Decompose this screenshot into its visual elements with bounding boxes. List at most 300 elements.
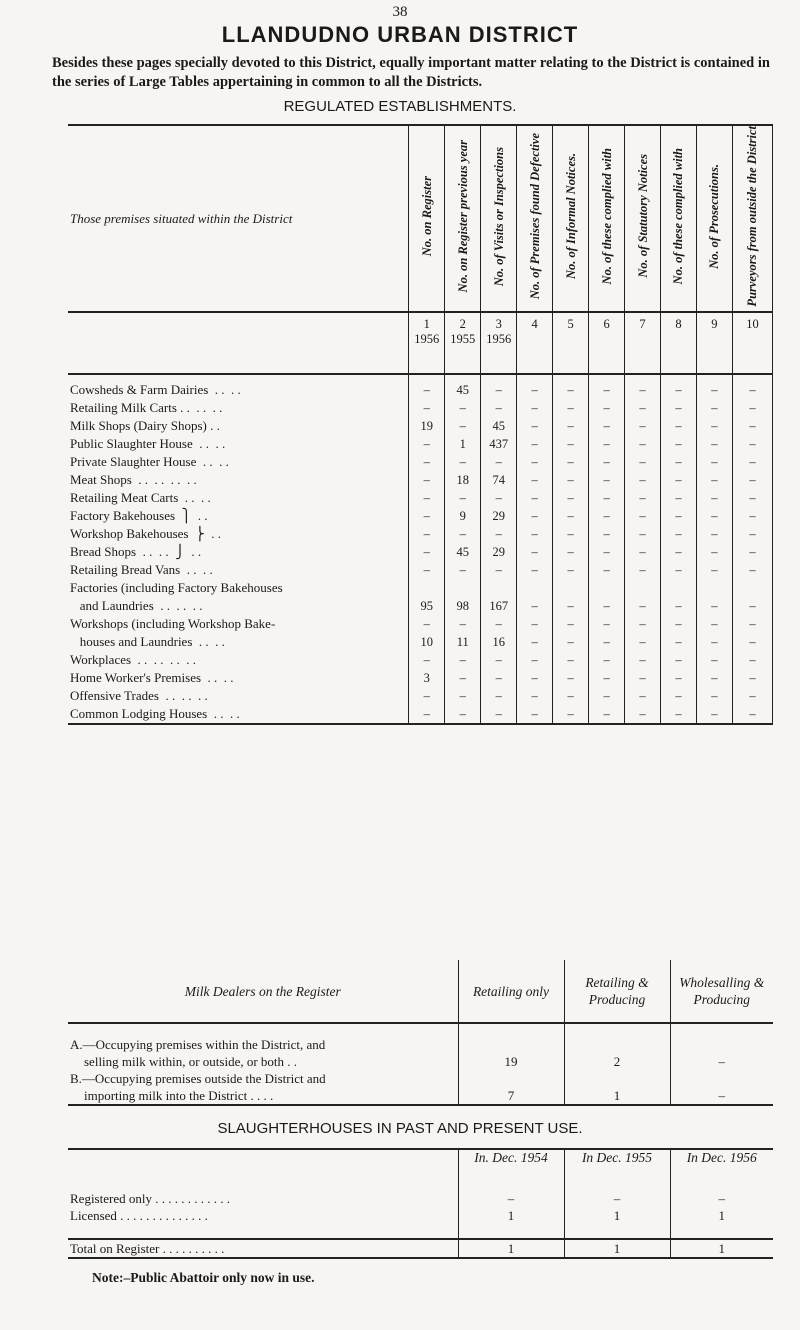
table-row	[68, 615, 773, 633]
table-cell: –	[696, 525, 732, 543]
table-cell: –	[625, 561, 661, 579]
table-cell: –	[661, 543, 697, 561]
table-cell: –	[553, 435, 589, 453]
column-header-9	[696, 126, 732, 312]
table-cell: –	[517, 597, 553, 615]
table-cell: 1	[445, 435, 481, 453]
table-cell: –	[732, 453, 772, 471]
table-row	[68, 579, 773, 597]
table-cell: –	[409, 615, 445, 633]
table-cell: –	[589, 489, 625, 507]
slaughter-licensed-1956: 1	[670, 1207, 773, 1239]
slaughter-col-1954: In. Dec. 1954	[458, 1149, 564, 1176]
slaughter-col-1956: In Dec. 1956	[670, 1149, 773, 1176]
table-cell: –	[517, 453, 553, 471]
column-number-10	[732, 312, 772, 374]
column-number-8	[661, 312, 697, 374]
table-cell: –	[517, 417, 553, 435]
table-cell: –	[553, 374, 589, 399]
table-cell	[589, 579, 625, 597]
column-header-5	[553, 126, 589, 312]
column-header-text: No. on Register	[419, 176, 434, 257]
table-cell: 18	[445, 471, 481, 489]
table-cell: –	[481, 489, 517, 507]
row-label: Offensive Trades . . . . . .	[68, 687, 409, 705]
table-cell: –	[696, 615, 732, 633]
table-cell: –	[481, 525, 517, 543]
table-cell: –	[409, 507, 445, 525]
table-cell: –	[553, 471, 589, 489]
table-cell: –	[445, 687, 481, 705]
slaughter-licensed-label: Licensed . . . . . . . . . . . . . .	[70, 1208, 208, 1223]
column-header-4	[517, 126, 553, 312]
table-cell: –	[589, 374, 625, 399]
table-cell: 19	[409, 417, 445, 435]
table-cell: –	[732, 597, 772, 615]
table-cell: –	[625, 399, 661, 417]
page-number: 38	[392, 4, 408, 20]
row-label: Retailing Meat Carts . . . .	[68, 489, 409, 507]
table-cell	[481, 579, 517, 597]
row-label: Public Slaughter House . . . .	[68, 435, 409, 453]
table-cell: –	[661, 471, 697, 489]
column-number-5	[553, 312, 589, 374]
table-cell: –	[696, 374, 732, 399]
table-cell: –	[625, 525, 661, 543]
table-cell: –	[553, 399, 589, 417]
regulated-establishments-table	[68, 124, 773, 725]
milk-a-line1: A.—Occupying premises within the District, and	[70, 1037, 326, 1052]
table-cell: –	[732, 561, 772, 579]
table-cell	[409, 579, 445, 597]
table-cell: –	[553, 705, 589, 724]
table-cell: 29	[481, 507, 517, 525]
table-cell: –	[553, 669, 589, 687]
slaughter-registered-1956: –	[670, 1176, 773, 1207]
table-cell: 95	[409, 597, 445, 615]
table-cell: –	[661, 615, 697, 633]
row-label: Retailing Bread Vans . . . .	[68, 561, 409, 579]
column-header-2	[445, 126, 481, 312]
table-row	[68, 687, 773, 705]
slaughterhouses-table	[68, 1148, 773, 1259]
table-cell: –	[517, 669, 553, 687]
table-cell: 437	[481, 435, 517, 453]
row-label: Workshop Bakehouses ⎬ . .	[68, 525, 409, 543]
table-cell: –	[445, 417, 481, 435]
table-cell: –	[589, 597, 625, 615]
table-cell: 45	[481, 417, 517, 435]
table-row	[68, 633, 773, 651]
slaughter-total-label: Total on Register . . . . . . . . . .	[68, 1239, 458, 1258]
column-header-text: No. of Informal Notices.	[563, 153, 578, 280]
column-header-text: No. of Prosecutions.	[707, 163, 722, 269]
table-cell: –	[732, 633, 772, 651]
table-cell	[696, 579, 732, 597]
row-label: Private Slaughter House . . . .	[68, 453, 409, 471]
row-label: Cowsheds & Farm Dairies . . . .	[68, 374, 409, 399]
table-cell: –	[481, 615, 517, 633]
column-index: 5	[567, 316, 574, 331]
table-cell: –	[445, 615, 481, 633]
column-index: 10	[746, 316, 759, 331]
slaughter-total-1955: 1	[564, 1239, 670, 1258]
table-cell: –	[732, 507, 772, 525]
table-cell: –	[625, 669, 661, 687]
table-cell: –	[517, 561, 553, 579]
table-cell: 29	[481, 543, 517, 561]
table-cell: –	[732, 705, 772, 724]
column-header-7	[625, 126, 661, 312]
table-cell: –	[589, 633, 625, 651]
table-cell: –	[589, 705, 625, 724]
row-label: Meat Shops . . . . . . . .	[68, 471, 409, 489]
table-cell: –	[625, 633, 661, 651]
table-cell: –	[625, 597, 661, 615]
table-cell: –	[661, 399, 697, 417]
table-cell: –	[661, 489, 697, 507]
column-index: 9	[711, 316, 718, 331]
column-number-4	[517, 312, 553, 374]
table-cell: –	[445, 399, 481, 417]
table-cell: –	[732, 399, 772, 417]
table-cell: –	[481, 687, 517, 705]
table-cell: –	[589, 417, 625, 435]
table-cell: –	[625, 489, 661, 507]
table-cell: –	[409, 561, 445, 579]
column-index: 8	[675, 316, 682, 331]
table-cell: –	[409, 453, 445, 471]
table-cell: –	[625, 705, 661, 724]
table-cell: –	[517, 471, 553, 489]
table-cell: –	[553, 417, 589, 435]
column-header-text: No. on Register previous year	[455, 140, 470, 293]
table-cell: –	[589, 525, 625, 543]
column-year: 1956	[414, 331, 440, 346]
label-column-header: Those premises situated within the District	[68, 126, 409, 312]
column-year: 1956	[486, 331, 512, 346]
table-cell: –	[589, 543, 625, 561]
table-cell: –	[481, 705, 517, 724]
table-cell	[661, 579, 697, 597]
milk-a-wholesale: –	[670, 1053, 773, 1070]
table-cell: –	[589, 453, 625, 471]
table-row	[68, 651, 773, 669]
table-cell: –	[589, 615, 625, 633]
table-cell: –	[696, 687, 732, 705]
table-cell: 45	[445, 374, 481, 399]
table-cell: –	[589, 669, 625, 687]
table-cell: –	[409, 525, 445, 543]
table-cell: –	[732, 489, 772, 507]
table-cell: –	[517, 435, 553, 453]
table-row	[68, 453, 773, 471]
row-label: Factories (including Factory Bakehouses	[68, 579, 409, 597]
milk-a-retailing: 19	[458, 1053, 564, 1070]
column-header-8	[661, 126, 697, 312]
slaughter-registered-1955: –	[564, 1176, 670, 1207]
table-row	[68, 417, 773, 435]
table-cell: –	[696, 489, 732, 507]
slaughter-total-1954: 1	[458, 1239, 564, 1258]
table-cell: –	[553, 597, 589, 615]
row-label: Workshops (including Workshop Bake-	[68, 615, 409, 633]
table-cell: –	[732, 435, 772, 453]
column-index: 7	[639, 316, 646, 331]
table-cell: –	[625, 543, 661, 561]
table-cell: –	[696, 471, 732, 489]
intro-paragraph: Besides these pages specially devoted to this District, equally important matter relating to the District is contained in the series of Large Tables appertaining in common to all the Districts.	[52, 55, 770, 90]
table-cell: –	[696, 435, 732, 453]
table-cell: –	[661, 435, 697, 453]
table-cell: –	[696, 561, 732, 579]
table-cell: –	[589, 561, 625, 579]
table-cell: 74	[481, 471, 517, 489]
table-cell: –	[589, 651, 625, 669]
table-cell: 16	[481, 633, 517, 651]
table-cell: –	[732, 374, 772, 399]
table-cell: –	[661, 705, 697, 724]
table-cell: –	[625, 453, 661, 471]
milk-b-retailing: 7	[458, 1087, 564, 1105]
table-cell: –	[661, 651, 697, 669]
row-label: Factory Bakehouses ⎫ . .	[68, 507, 409, 525]
slaughter-col-1955: In Dec. 1955	[564, 1149, 670, 1176]
table-cell: –	[661, 669, 697, 687]
column-index: 4	[531, 316, 538, 331]
table-cell: 98	[445, 597, 481, 615]
table-cell: –	[517, 525, 553, 543]
table-cell: –	[553, 561, 589, 579]
table-cell: –	[445, 525, 481, 543]
table-cell: –	[409, 687, 445, 705]
table-cell: –	[517, 399, 553, 417]
table-cell: –	[732, 417, 772, 435]
table-cell: –	[481, 399, 517, 417]
table-cell: –	[409, 399, 445, 417]
table-cell: –	[696, 417, 732, 435]
column-header-text: Purveyors from outside the District	[745, 126, 760, 307]
milk-a-retail-producing: 2	[564, 1053, 670, 1070]
table-cell	[445, 579, 481, 597]
column-header-text: No. of Visits or Inspections	[491, 146, 506, 286]
table-cell: –	[696, 633, 732, 651]
milk-a-line2: selling milk within, or outside, or both . .	[84, 1054, 298, 1069]
table-cell: –	[732, 651, 772, 669]
table-cell: –	[589, 507, 625, 525]
column-number-2	[445, 312, 481, 374]
row-label: Home Worker's Premises . . . .	[68, 669, 409, 687]
table-cell: –	[445, 489, 481, 507]
row-label: Bread Shops . . . . ⎭ . .	[68, 543, 409, 561]
slaughter-licensed-1954: 1	[458, 1207, 564, 1239]
table-cell: –	[661, 687, 697, 705]
table-row	[68, 435, 773, 453]
table-row	[68, 471, 773, 489]
column-number-7	[625, 312, 661, 374]
column-header-text: No. of Premises found Defective	[527, 133, 542, 300]
column-header-6	[589, 126, 625, 312]
column-year: 1955	[450, 331, 476, 346]
table-cell: –	[696, 705, 732, 724]
table-cell: –	[409, 435, 445, 453]
table-cell: –	[481, 561, 517, 579]
table-cell: –	[517, 633, 553, 651]
table-cell: 167	[481, 597, 517, 615]
table-cell: –	[732, 543, 772, 561]
table-cell: –	[553, 453, 589, 471]
table-cell: –	[409, 489, 445, 507]
label-column-number	[68, 312, 409, 374]
table-cell: –	[409, 651, 445, 669]
slaughter-total-1956: 1	[670, 1239, 773, 1258]
table-cell: –	[732, 615, 772, 633]
table-cell: –	[661, 597, 697, 615]
row-label: Milk Shops (Dairy Shops) . .	[68, 417, 409, 435]
row-label: Retailing Milk Carts . . . . . .	[68, 399, 409, 417]
row-label: houses and Laundries . . . .	[68, 633, 409, 651]
regulated-heading: REGULATED ESTABLISHMENTS.	[283, 98, 517, 115]
slaughter-licensed-1955: 1	[564, 1207, 670, 1239]
table-cell: –	[661, 453, 697, 471]
table-row	[68, 489, 773, 507]
table-cell: 10	[409, 633, 445, 651]
milk-b-line1: B.—Occupying premises outside the District and	[70, 1071, 326, 1086]
table-cell: –	[696, 651, 732, 669]
page-title: LLANDUDNO URBAN DISTRICT	[221, 22, 579, 47]
table-cell: –	[445, 651, 481, 669]
column-header-text: No. of Statutory Notices	[635, 154, 650, 279]
table-row	[68, 669, 773, 687]
table-cell: 45	[445, 543, 481, 561]
table-row	[68, 399, 773, 417]
table-cell: –	[553, 489, 589, 507]
table-cell: –	[553, 651, 589, 669]
milk-dealers-header: Milk Dealers on the Register	[68, 960, 458, 1023]
table-cell: –	[696, 669, 732, 687]
row-label: Workplaces . . . . . . . .	[68, 651, 409, 669]
table-cell: –	[517, 651, 553, 669]
table-cell: –	[625, 471, 661, 489]
table-row	[68, 597, 773, 615]
table-cell: –	[409, 374, 445, 399]
table-cell: –	[661, 525, 697, 543]
table-cell: –	[625, 615, 661, 633]
milk-col-retailing: Retailing only	[458, 960, 564, 1023]
table-cell: –	[625, 651, 661, 669]
table-cell: –	[481, 374, 517, 399]
table-cell: –	[445, 453, 481, 471]
table-cell: 9	[445, 507, 481, 525]
table-cell: –	[696, 543, 732, 561]
table-cell: –	[409, 471, 445, 489]
table-cell: –	[481, 651, 517, 669]
table-row	[68, 705, 773, 724]
milk-b-wholesale: –	[670, 1087, 773, 1105]
table-cell: –	[661, 417, 697, 435]
milk-col-retail-producing: Retailing & Producing	[564, 960, 670, 1023]
column-number-9	[696, 312, 732, 374]
table-cell: –	[732, 525, 772, 543]
table-row	[68, 374, 773, 399]
table-cell: –	[517, 507, 553, 525]
table-cell: –	[589, 399, 625, 417]
slaughter-registered-label: Registered only . . . . . . . . . . . .	[70, 1191, 230, 1206]
table-cell: –	[517, 543, 553, 561]
row-label: and Laundries . . . . . .	[68, 597, 409, 615]
table-cell: –	[517, 374, 553, 399]
table-cell: –	[517, 705, 553, 724]
column-index: 6	[603, 316, 610, 331]
table-cell: –	[696, 507, 732, 525]
table-row	[68, 543, 773, 561]
table-cell: –	[696, 399, 732, 417]
column-header-3	[481, 126, 517, 312]
column-index: 1	[423, 316, 430, 331]
table-cell: –	[517, 489, 553, 507]
table-cell: –	[481, 453, 517, 471]
table-cell: –	[661, 507, 697, 525]
table-cell: –	[553, 525, 589, 543]
slaughter-registered-1954: –	[458, 1176, 564, 1207]
table-cell: –	[625, 687, 661, 705]
slaughterhouses-heading: SLAUGHTERHOUSES IN PAST AND PRESENT USE.	[217, 1120, 583, 1137]
table-cell: –	[732, 669, 772, 687]
column-header-text: No. of these complied with	[671, 148, 686, 285]
column-number-1	[409, 312, 445, 374]
table-cell: –	[589, 435, 625, 453]
table-cell: 11	[445, 633, 481, 651]
table-cell: –	[696, 453, 732, 471]
column-header-1	[409, 126, 445, 312]
row-label: Common Lodging Houses . . . .	[68, 705, 409, 724]
table-cell: –	[625, 374, 661, 399]
table-cell: –	[517, 615, 553, 633]
column-index: 3	[495, 316, 502, 331]
milk-b-line2: importing milk into the District . . . .	[68, 1087, 458, 1105]
table-cell: –	[481, 669, 517, 687]
column-header-text: No. of these complied with	[599, 148, 614, 285]
table-row	[68, 507, 773, 525]
table-cell: –	[409, 705, 445, 724]
table-cell	[732, 579, 772, 597]
table-row	[68, 525, 773, 543]
table-row	[68, 561, 773, 579]
table-cell: –	[625, 507, 661, 525]
table-cell: –	[517, 687, 553, 705]
footnote: Note:–Public Abattoir only now in use.	[92, 1270, 315, 1285]
table-cell	[517, 579, 553, 597]
table-cell: –	[553, 633, 589, 651]
table-cell: –	[589, 471, 625, 489]
table-cell: –	[625, 435, 661, 453]
table-cell: –	[732, 471, 772, 489]
milk-dealers-table	[68, 960, 773, 1106]
table-cell	[553, 579, 589, 597]
table-cell: –	[553, 615, 589, 633]
table-cell: –	[589, 687, 625, 705]
table-cell: –	[661, 633, 697, 651]
column-number-3	[481, 312, 517, 374]
table-cell: –	[445, 669, 481, 687]
table-cell: –	[732, 687, 772, 705]
column-number-6	[589, 312, 625, 374]
table-cell: –	[661, 561, 697, 579]
table-cell: –	[445, 705, 481, 724]
table-cell: –	[553, 687, 589, 705]
table-cell: –	[553, 507, 589, 525]
table-cell: –	[625, 417, 661, 435]
